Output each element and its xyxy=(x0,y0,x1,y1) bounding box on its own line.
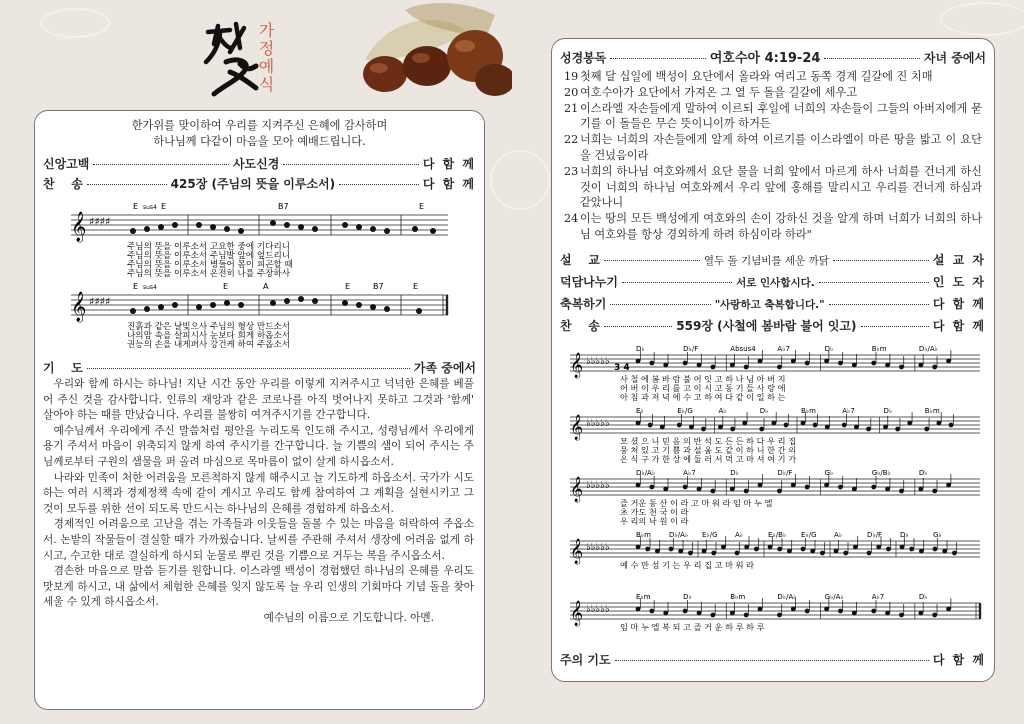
order-content: 열두 돌 기념비를 세운 까닭 xyxy=(703,255,829,267)
chord-symbol: D♭/A♭ xyxy=(777,593,797,601)
note xyxy=(697,363,702,368)
prayer-paragraph: 나라와 민족이 처한 어려움을 모른척하지 않게 해주시고 늘 기도하게 하옵소서. 국가가 시도하는 여러 시책과 경제정책 속에 같이 계시고 우리도 함께 참여하여 그 계획을 실현시키고 그것이 모두를 위한 선이 되도록 만드시는 하나님의 은혜를 경험하게 하옵소서. xyxy=(43,471,474,515)
chord-symbol: B♭m xyxy=(871,345,887,353)
note xyxy=(688,551,693,556)
note xyxy=(701,427,706,432)
order-label: 찬 송 xyxy=(560,319,600,333)
note xyxy=(754,547,759,552)
svg-text:♯♯♯♯: ♯♯♯♯ xyxy=(89,295,111,308)
note xyxy=(824,607,829,612)
order-label: 찬 송 xyxy=(43,177,83,191)
note xyxy=(885,611,890,616)
note xyxy=(852,611,857,616)
note xyxy=(919,549,924,554)
order-content: "사랑하고 축복합니다." xyxy=(714,299,825,311)
note xyxy=(697,611,702,616)
order-content: 559장 (사철에 봄바람 불어 잇고) xyxy=(676,319,857,333)
verse xyxy=(564,101,982,133)
note xyxy=(784,423,789,428)
note xyxy=(683,609,688,614)
prayer-paragraph: 경제적인 어려움으로 고난을 겪는 가족들과 이웃들을 돌볼 수 있는 마음을 허락하여 주옵소서. 논밭의 작물들이 결실할 때가 가까웠습니다. 날씨를 주관해 주셔서 생장에 어려움 없게 하시고, 수고한 대로 결실하게 하시되 눈물로 뿌린 것을 기쁨으로 거두는 복을 주시옵소서. xyxy=(43,518,474,562)
note xyxy=(810,549,815,554)
note xyxy=(791,483,796,488)
note xyxy=(689,425,694,430)
note xyxy=(702,549,707,554)
svg-text:♯♯♯♯: ♯♯♯♯ xyxy=(89,215,111,228)
note xyxy=(801,547,806,552)
leader-dots xyxy=(861,326,929,327)
note xyxy=(636,545,641,550)
chord: sus4 xyxy=(143,204,157,211)
note xyxy=(663,611,668,616)
chord-symbol: A♭7 xyxy=(683,469,696,477)
note xyxy=(932,613,937,618)
order-label: 덕담나누기 xyxy=(560,275,618,289)
note xyxy=(710,489,715,494)
chord-symbol: E♭ xyxy=(636,407,644,415)
note xyxy=(854,425,859,430)
chord: E xyxy=(345,282,351,291)
worship-order-left-panel xyxy=(34,110,485,710)
chord-symbol: G♭/B♭ xyxy=(871,469,891,477)
chord-symbol: E♭/G xyxy=(702,531,718,539)
leader-dots xyxy=(819,282,929,283)
note xyxy=(813,423,818,428)
note xyxy=(885,363,890,368)
chord-symbol: E♭/G xyxy=(677,407,693,415)
order-content: 425장 (주님의 뜻을 이루소서) xyxy=(170,177,336,191)
lyrics-line-1 xyxy=(127,240,293,279)
lyric-line: 어 버 이 우 리 를 고 이 시 고 동 기 들 사 랑 에 xyxy=(620,383,786,393)
treble-clef: 𝄞 xyxy=(570,539,584,564)
note xyxy=(663,487,668,492)
lyric-line: 아 침 과 저 녁 에 수 고 하 여 다 같 이 일 하 는 xyxy=(620,392,786,402)
note xyxy=(730,487,735,492)
leader-dots xyxy=(622,282,732,283)
chord: E xyxy=(419,202,425,211)
note xyxy=(936,421,941,426)
lyric-verse: 진흙과 같은 날빚으사 주님의 형상 만드소서 xyxy=(127,322,291,332)
leader-dots xyxy=(604,326,672,327)
leader-dots xyxy=(615,660,929,661)
note xyxy=(649,485,654,490)
chord: E xyxy=(413,282,419,291)
note xyxy=(648,423,653,428)
chord-symbol: A♭ xyxy=(718,407,727,415)
note xyxy=(949,423,954,428)
note xyxy=(907,421,912,426)
lyric-line: 임 마 누 엘 복 되 고 즐 거 운 하 루 하 루 xyxy=(620,622,765,632)
treble-clef: 𝄞 xyxy=(570,601,584,626)
chord-symbol: D♭/A♭ xyxy=(669,531,689,539)
verse xyxy=(564,85,982,101)
note xyxy=(909,547,914,552)
worship-order-right-panel xyxy=(551,38,995,682)
note xyxy=(771,421,776,426)
logo-hanja: 秋夕 xyxy=(200,18,202,19)
order-row-greeting xyxy=(560,273,986,290)
verse-text: 첫째 달 십일에 백성이 요단에서 올라와 여리고 동쪽 경계 길갈에 진 치매 xyxy=(580,70,933,83)
chord-symbol: G♭ xyxy=(824,469,834,477)
chord: E xyxy=(223,282,229,291)
note xyxy=(655,549,660,554)
note xyxy=(669,547,674,552)
note xyxy=(636,483,641,488)
chord-symbol: D♭/F xyxy=(777,469,793,477)
chord-symbol: B♭m xyxy=(924,407,940,415)
verse-number: 19 xyxy=(564,70,579,83)
note xyxy=(932,489,937,494)
note xyxy=(805,609,810,614)
chord-symbol: B♭m xyxy=(730,593,746,601)
chord-symbol: D♭ xyxy=(759,407,769,415)
chord-symbol: D♭/A♭ xyxy=(918,345,938,353)
note xyxy=(838,609,843,614)
staff-line-1 xyxy=(71,215,448,235)
order-participant: 인 도 자 xyxy=(932,275,987,289)
note xyxy=(721,545,726,550)
leader-dots xyxy=(604,260,700,261)
chord: sus4 xyxy=(143,284,157,291)
chord-symbol: D♭ xyxy=(683,593,692,601)
treble-clef: 𝄞 xyxy=(570,415,584,440)
key-signature: ♭♭♭♭♭ xyxy=(586,604,610,615)
note xyxy=(711,551,716,556)
time-signature: 3 4 xyxy=(614,363,630,373)
lyrics-line-2 xyxy=(127,320,290,350)
note xyxy=(649,609,654,614)
note xyxy=(758,359,763,364)
note xyxy=(946,607,951,612)
leader-dots xyxy=(610,304,710,305)
chord-symbol: Absus4 xyxy=(730,345,756,353)
svg-text:𝄞: 𝄞 xyxy=(71,212,87,242)
note xyxy=(886,547,891,552)
note xyxy=(932,365,937,370)
note xyxy=(730,427,735,432)
note xyxy=(710,613,715,618)
note xyxy=(899,365,904,370)
lyric-line: 온 식 구 가 한 상 에 둘 러 서 먹 고 마 셔 여 기 가 xyxy=(620,454,797,464)
order-label: 기 도 xyxy=(43,361,83,375)
note xyxy=(787,549,792,554)
lyric-line: 우 리의 낙 원 이 라 xyxy=(620,516,689,526)
chord: B7 xyxy=(373,282,384,291)
leader-dots xyxy=(93,164,229,165)
leader-dots xyxy=(833,260,929,261)
chord-symbol: D♭/F xyxy=(683,345,699,353)
chord-symbol: B♭m xyxy=(636,531,651,539)
verse xyxy=(564,132,982,164)
order-content: 서로 인사합시다. xyxy=(736,277,815,289)
note xyxy=(885,487,890,492)
chord-symbol: G♭ xyxy=(933,531,942,539)
note xyxy=(759,427,764,432)
order-row-hymn-559 xyxy=(560,317,986,334)
note xyxy=(834,549,839,554)
lyric-line: 초 가도 천 국 이 라 xyxy=(620,507,689,517)
chord-symbol: D♭ xyxy=(900,531,909,539)
note xyxy=(824,359,829,364)
note xyxy=(636,359,641,364)
note xyxy=(710,365,715,370)
scripture-reference: 여호수아 4:19-24 xyxy=(709,51,821,66)
order-participant: 다 함 께 xyxy=(932,653,986,667)
note xyxy=(918,363,923,368)
note xyxy=(744,489,749,494)
key-signature: ♭♭♭♭♭ xyxy=(586,480,610,491)
order-participant: 가족 중에서 xyxy=(413,361,476,375)
chord-symbol: G♭/A♭ xyxy=(824,593,844,601)
header xyxy=(0,0,512,110)
staff-line-2 xyxy=(71,295,448,315)
leader-dots xyxy=(87,184,167,185)
subtitle-vertical: 가정예식 xyxy=(256,22,275,94)
leader-dots xyxy=(610,58,705,59)
note xyxy=(777,365,782,370)
note xyxy=(730,363,735,368)
note xyxy=(777,489,782,494)
chord: E xyxy=(161,202,167,211)
note xyxy=(871,485,876,490)
intro-line: 하나님께 다같이 마음을 모아 예배드립니다. xyxy=(153,135,366,148)
verse-text: 이는 땅의 모든 백성에게 여호와의 손이 강하신 것을 알게 하며 너희가 너희의 하나님 여호와를 항상 경외하게 하려 하심이라 하라" xyxy=(580,212,982,241)
order-row-scripture xyxy=(560,47,986,66)
note xyxy=(866,427,871,432)
note xyxy=(735,551,740,556)
key-signature: ♭♭♭♭♭ xyxy=(586,418,610,429)
lyric-verse: 주님의 뜻을 이루소서 고요한 중에 기다리니 xyxy=(127,242,291,252)
note xyxy=(730,611,735,616)
note xyxy=(899,489,904,494)
chord-symbol: E♭/G xyxy=(801,531,817,539)
prayer-text xyxy=(43,377,474,627)
order-content: 사도신경 xyxy=(232,157,280,171)
lyric-verse: 나의맘 속을 살피시사 눈보다 희게 하옵소서 xyxy=(127,331,291,341)
order-participant: 자녀 중에서 xyxy=(923,51,987,65)
note xyxy=(683,485,688,490)
verse-number: 24 xyxy=(564,212,579,226)
note xyxy=(742,421,747,426)
note xyxy=(852,487,857,492)
lyric-line: 모 셨 으 니 믿 음 의 반 석 도 든 든 하 다 우 리 집 xyxy=(620,436,797,446)
note xyxy=(791,607,796,612)
treble-clef: 𝄞 xyxy=(570,477,584,502)
note xyxy=(942,549,947,554)
chord-symbol: A♭7 xyxy=(842,407,855,415)
chord-symbol: E♭/B♭ xyxy=(768,531,787,539)
note xyxy=(663,363,668,368)
note xyxy=(645,547,650,552)
intro-line: 한가위를 맞이하여 우리를 지켜주신 은혜에 감사하며 xyxy=(131,119,388,132)
chord-symbol: D♭ xyxy=(918,469,928,477)
note xyxy=(900,545,905,550)
leader-dots xyxy=(87,368,410,369)
note xyxy=(801,421,806,426)
note xyxy=(876,545,881,550)
order-participant: 다 함 께 xyxy=(932,319,987,333)
chord-symbol: D♭ xyxy=(636,345,645,353)
prayer-closing: 예수님의 이름으로 기도합니다. 아멘. xyxy=(263,611,434,624)
note xyxy=(918,611,923,616)
order-label: 성경봉독 xyxy=(560,51,607,65)
order-row-hymn xyxy=(43,175,476,192)
verse-text: 여호수아가 요단에서 가져온 그 열 두 돌을 길갈에 세우고 xyxy=(580,85,858,99)
note xyxy=(744,613,749,618)
note xyxy=(758,483,763,488)
note xyxy=(777,547,782,552)
lyric-line: 사 철 에 봄 바 람 불 어 잇 고 하 나 님 아 버 지 xyxy=(620,374,786,384)
verse xyxy=(564,164,982,211)
prayer-paragraph: 예수님께서 우리에게 주신 말씀처럼 평안을 누리도록 인도해 주시고, 성령님께서 우리에게 용기 주셔서 마음이 위축되지 않게 하여 주시기를 간구합니다. 늘 기쁨의 샘이 되어 주시는 주님께로부터 구원의 샘물을 퍼 올려 마심으로 목마름이 없이 살게 하시옵소서. xyxy=(43,424,474,468)
notes-line-1 xyxy=(130,220,436,234)
order-row-creed xyxy=(43,155,476,172)
leader-dots xyxy=(339,184,419,185)
note xyxy=(805,485,810,490)
hymn-425-score xyxy=(63,195,453,350)
lyric-verse: 주님의 뜻을 이루소서 온전히 나를 주장하사 xyxy=(127,269,291,279)
note xyxy=(899,613,904,618)
chord: B7 xyxy=(278,202,289,211)
note xyxy=(805,361,810,366)
note xyxy=(636,607,641,612)
note xyxy=(649,361,654,366)
note xyxy=(843,551,848,556)
prayer-paragraph: 우리와 함께 하시는 하나님! 지난 시간 동안 우리를 이렇게 지켜주시고 넉넉한 은혜를 베풀어 주신 것을 감사합니다. 인류의 재앙과 같은 코로나를 아직 벗어나지 못하고 그것과 '함께' 살아야 하는 때를 만났습니다. 우리를 불쌍히 여겨주시기를 간구합니다. xyxy=(43,378,474,422)
note xyxy=(820,551,825,556)
note xyxy=(758,607,763,612)
note xyxy=(660,425,665,430)
svg-text:𝄞: 𝄞 xyxy=(71,292,87,322)
note xyxy=(697,487,702,492)
order-label: 설 교 xyxy=(560,253,600,267)
treble-clef: 𝄞 xyxy=(570,353,584,378)
key-signature: ♭♭♭♭♭ xyxy=(586,542,610,553)
leader-dots xyxy=(824,58,919,59)
verse xyxy=(564,69,982,85)
note xyxy=(838,361,843,366)
chord-symbol: B♭m xyxy=(801,407,816,415)
scripture-verses xyxy=(564,69,982,243)
chord-symbol: D♭/A♭ xyxy=(636,469,656,477)
order-row-blessing xyxy=(560,295,986,312)
note xyxy=(867,551,872,556)
verse-text: 너희는 너희의 자손들에게 알게 하여 이르기를 이스라엘이 마른 땅을 밟고 이 요단을 건넜음이라 xyxy=(580,133,982,162)
key-signature: ♭♭♭♭♭ xyxy=(586,356,610,367)
chord-symbol: D♭ xyxy=(824,345,834,353)
order-label: 주의 기도 xyxy=(560,653,611,667)
note xyxy=(842,423,847,428)
verse-text: 이스라엘 자손들에게 말하여 이르되 후일에 너희의 자손들이 그들의 아버지에게 묻기를 이 돌들은 무슨 뜻이니이까 하거든 xyxy=(580,101,982,131)
note xyxy=(871,361,876,366)
background-swirl xyxy=(940,2,1024,36)
order-row-lords-prayer xyxy=(560,651,986,668)
hymn-559-score xyxy=(566,339,984,649)
order-row-sermon xyxy=(560,251,986,268)
background-swirl xyxy=(490,150,550,210)
verse-number: 22 xyxy=(564,133,579,147)
lyric-line: 즐 거운 동 산 이 라 고 마 워 라 임 마 누 엘 xyxy=(620,498,773,508)
leader-dots xyxy=(829,304,929,305)
chord-symbol: D♭ xyxy=(883,407,893,415)
note xyxy=(924,427,929,432)
chord-symbol: A♭7 xyxy=(777,345,790,353)
note xyxy=(744,545,749,550)
prayer-paragraph: 겸손한 마음으로 말씀 듣기를 원합니다. 이스라엘 백성이 경험했던 하나님의 은혜를 우리도 맛보게 하시고, 내 삶에서 체험한 은혜를 잊지 않도록 늘 우리 인생의 기회마다 기념 돌을 찾아 세울 수 있게 하시옵소서. xyxy=(43,565,474,609)
verse-number: 20 xyxy=(564,85,579,99)
note xyxy=(677,423,682,428)
note xyxy=(636,421,641,426)
leader-dots xyxy=(283,164,419,165)
verse-text: 너희의 하나님 여호와께서 요단 물을 너희 앞에서 마르게 하사 너희를 건너게 하신 것이 너희의 하나님 여호와께서 우리 앞에 홍해를 말리시고 우리를 건너게 하심과 같았나니 xyxy=(580,164,982,210)
note xyxy=(825,425,830,430)
order-label: 신앙고백 xyxy=(43,157,90,171)
note xyxy=(883,425,888,430)
note xyxy=(824,483,829,488)
chord-symbol: E♭m xyxy=(636,593,651,601)
lyric-verse: 권능의 손을 내게펴사 강건케 하여 주옵소서 xyxy=(127,340,291,350)
verse-number: 21 xyxy=(564,101,579,115)
note xyxy=(718,425,723,430)
note xyxy=(895,427,900,432)
note xyxy=(768,545,773,550)
chord: E xyxy=(133,202,139,211)
note xyxy=(871,609,876,614)
chord-symbol: D♭ xyxy=(918,593,928,601)
order-label: 축복하기 xyxy=(560,297,607,311)
chord-symbol: D♭ xyxy=(730,469,739,477)
note xyxy=(744,365,749,370)
note xyxy=(678,549,683,554)
order-participant: 다 함 께 xyxy=(422,177,476,191)
chord-symbol: A♭ xyxy=(735,531,744,539)
note xyxy=(933,547,938,552)
intro-text xyxy=(35,118,484,150)
verse-number: 23 xyxy=(564,164,579,178)
lyric-line: 뭉 쳐 있 고 기 쁨 과 설 움 도 같 이 하 니 한 간 의 xyxy=(620,445,797,455)
note xyxy=(777,613,782,618)
order-participant: 설 교 자 xyxy=(932,253,987,267)
chestnut-illustration xyxy=(345,0,512,100)
note xyxy=(952,551,957,556)
note xyxy=(838,485,843,490)
note xyxy=(683,361,688,366)
chord: E xyxy=(133,282,139,291)
lyric-line: 예 수 만 섬 기 는 우 리 집 고 마 워 라 xyxy=(620,560,755,570)
note xyxy=(946,483,951,488)
chord-symbol: A♭ xyxy=(834,531,843,539)
note xyxy=(918,487,923,492)
chord-symbol: D♭/F xyxy=(867,531,883,539)
note xyxy=(946,359,951,364)
note xyxy=(853,545,858,550)
verse xyxy=(564,211,982,243)
order-participant: 다 함 께 xyxy=(422,157,477,171)
chord-symbol: A♭7 xyxy=(871,593,885,601)
lyric-verse: 주님의 뜻을 이루소서 주님발 앞에 엎드리니 xyxy=(127,251,291,261)
order-row-prayer xyxy=(43,359,476,376)
lyric-verse: 주님의 뜻을 이루소서 병들어 몸이 피곤할 때 xyxy=(127,260,293,270)
note xyxy=(791,359,796,364)
order-participant: 다 함 께 xyxy=(932,297,987,311)
note xyxy=(852,363,857,368)
chord: A xyxy=(263,282,269,291)
